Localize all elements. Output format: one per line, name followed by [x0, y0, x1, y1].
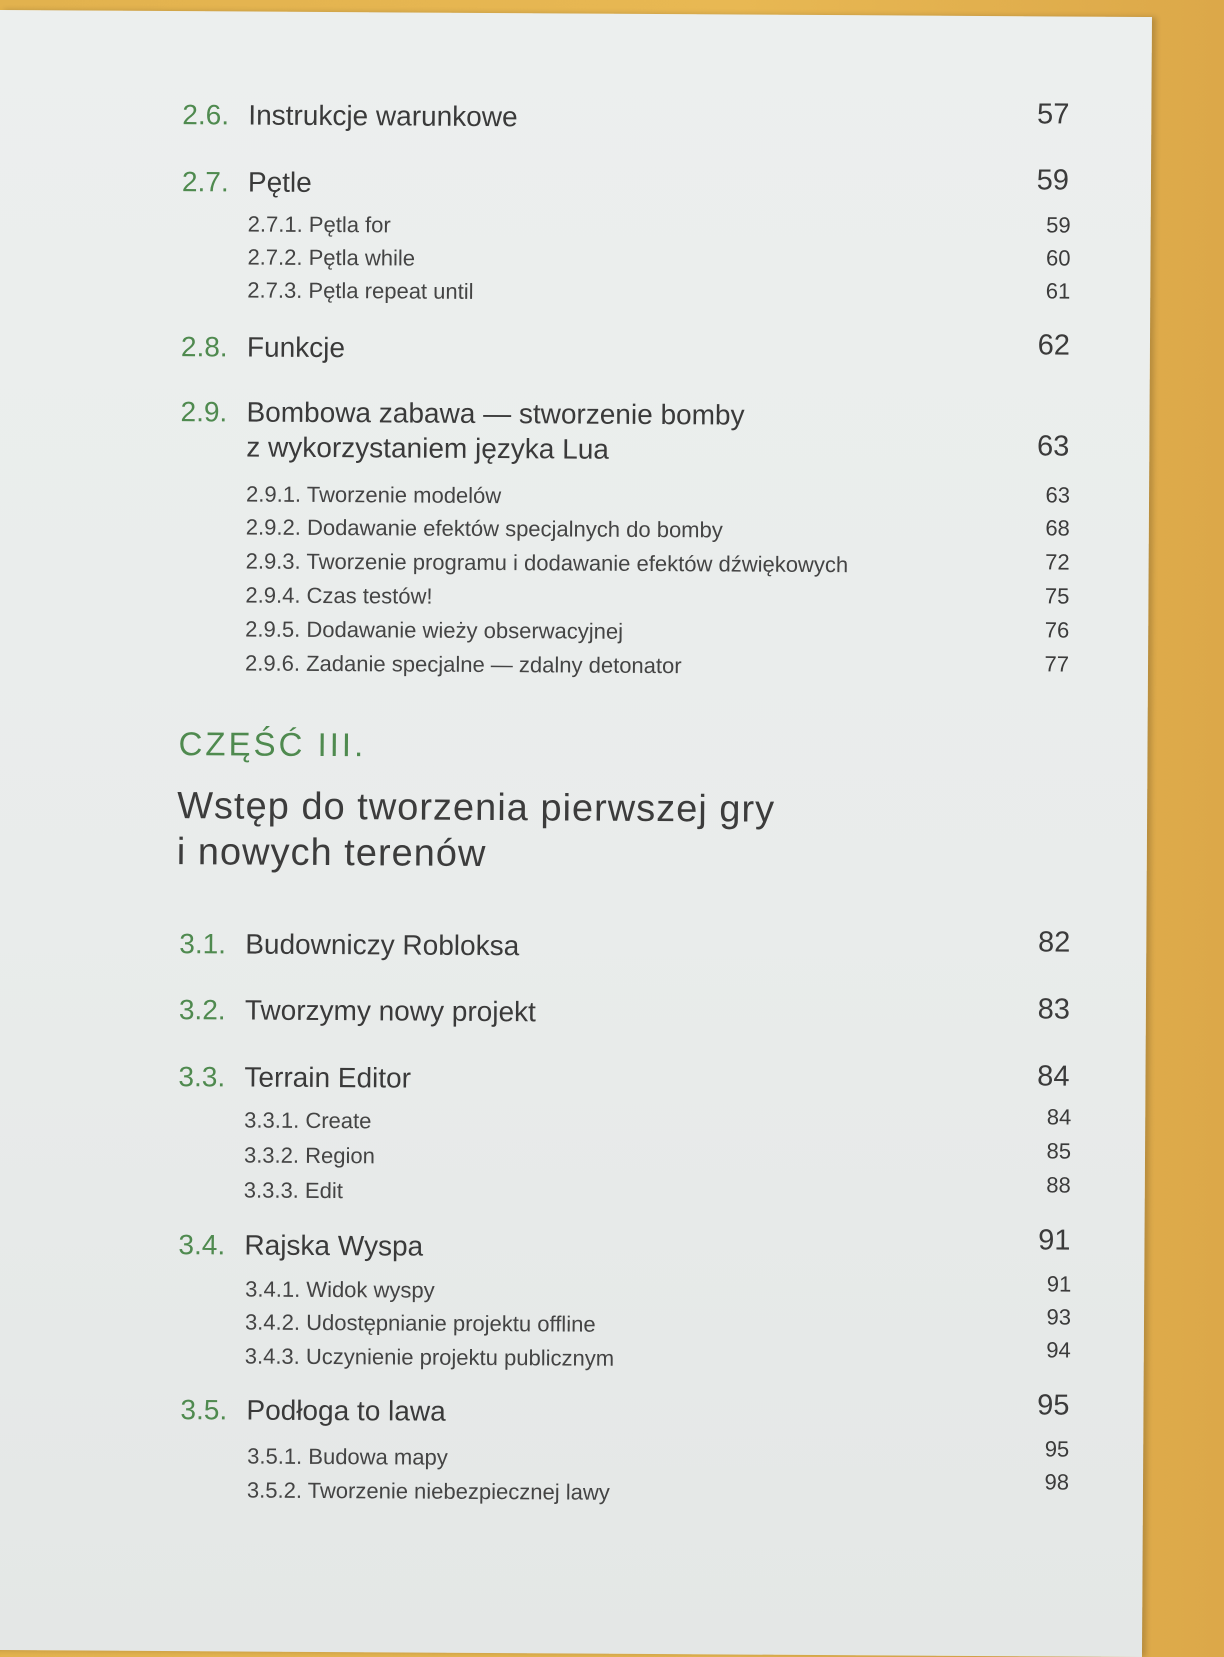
subsection-page: 93	[1046, 1304, 1072, 1330]
toc-subsection: 2.7.3. Pętla repeat until	[247, 277, 474, 304]
part-title-line1: Wstęp do tworzenia pierwszej gry	[177, 785, 776, 831]
section-title: Tworzymy nowy projekt	[244, 994, 536, 1028]
book-page	[0, 10, 1152, 1657]
section-page: 95	[1037, 1389, 1070, 1422]
section-title: Terrain Editor	[244, 1061, 412, 1094]
subsection-page: 63	[1045, 482, 1071, 508]
toc-subsection: 3.5.2. Tworzenie niebezpiecznej lawy	[246, 1477, 610, 1505]
section-title: Instrukcje warunkowe	[248, 99, 518, 133]
section-number: 3.2.	[178, 994, 226, 1026]
section-page: 84	[1037, 1060, 1070, 1093]
section-number: 2.9.	[180, 396, 228, 428]
toc-subsection: 3.3.1. Create	[244, 1107, 372, 1134]
section-number: 3.4.	[178, 1229, 226, 1261]
subsection-page: 94	[1046, 1337, 1071, 1363]
section-page: 62	[1037, 329, 1071, 362]
section-number: 2.8.	[180, 331, 228, 363]
section-number: 2.6.	[182, 99, 230, 131]
toc-subsection: 2.7.1. Pętla for	[247, 211, 391, 238]
section-title: Funkcje	[246, 331, 346, 364]
subsection-page: 61	[1045, 278, 1071, 304]
section-page: 83	[1037, 993, 1071, 1026]
section-page: 59	[1036, 164, 1070, 197]
section-title: Podłoga to lawa	[246, 1394, 446, 1427]
toc-section-3-3	[178, 1061, 411, 1094]
subsection-page: 88	[1046, 1172, 1071, 1198]
toc-subsection: 2.9.5. Dodawanie wieży obserwacyjnej	[245, 616, 624, 644]
subsection-page: 72	[1045, 549, 1070, 575]
toc-subsection: 3.4.1. Widok wyspy	[245, 1276, 435, 1303]
section-page: 91	[1038, 1224, 1071, 1257]
toc-subsection: 3.4.3. Uczynienie projektu publicznym	[244, 1343, 615, 1371]
toc-subsection: 2.9.3. Tworzenie programu i dodawanie efektów dźwiękowych	[245, 548, 849, 578]
toc-subsection: 2.9.4. Czas testów!	[245, 582, 433, 609]
section-page: 63	[1036, 430, 1070, 463]
toc-section-3-4	[178, 1229, 423, 1262]
section-page: 82	[1037, 926, 1071, 959]
toc-subsection: 3.5.1. Budowa mapy	[247, 1443, 448, 1470]
toc-subsection: 2.7.2. Pętla while	[247, 244, 416, 271]
subsection-page: 95	[1044, 1436, 1070, 1462]
toc-subsection: 2.9.2. Dodawanie efektów specjalnych do bomby	[245, 514, 723, 543]
subsection-page: 75	[1044, 583, 1070, 609]
toc-subsection: 2.9.1. Tworzenie modelów	[245, 481, 502, 509]
toc-section-3-5	[180, 1394, 445, 1428]
part-label: CZĘŚĆ III.	[178, 725, 367, 764]
section-number: 2.7.	[181, 166, 229, 198]
section-title: Rajska Wyspa	[244, 1229, 424, 1262]
toc-subsection: 3.3.2. Region	[243, 1142, 375, 1169]
part-title-line2: i nowych terenów	[176, 831, 487, 875]
section-page: 57	[1037, 98, 1070, 131]
toc-subsection: 2.9.6. Zadanie specjalne — zdalny detonator	[244, 650, 682, 679]
toc-section-2-7	[182, 166, 312, 199]
subsection-page: 84	[1046, 1104, 1072, 1130]
toc-section-3-2	[179, 994, 536, 1028]
subsection-page: 77	[1044, 651, 1070, 677]
section-number: 3.1.	[179, 928, 227, 960]
subsection-page: 91	[1046, 1271, 1072, 1297]
toc-section-3-1	[179, 928, 519, 962]
subsection-page: 85	[1046, 1138, 1072, 1164]
toc-section-2-8	[181, 331, 345, 364]
section-number: 3.3.	[178, 1061, 226, 1093]
toc-section-2-9	[180, 396, 744, 431]
section-number: 3.5.	[180, 1394, 228, 1426]
section-title-line2: z wykorzystaniem języka Lua	[246, 431, 610, 465]
section-title-line1: Bombowa zabawa — stworzenie bomby	[246, 396, 745, 431]
subsection-page: 59	[1046, 212, 1071, 238]
subsection-page: 60	[1045, 245, 1071, 271]
subsection-page: 98	[1044, 1469, 1070, 1495]
toc-subsection: 3.4.2. Udostępnianie projektu offline	[244, 1309, 596, 1337]
section-title: Budowniczy Robloksa	[245, 928, 520, 962]
subsection-page: 76	[1044, 617, 1070, 643]
toc-section-2-6	[182, 99, 517, 133]
subsection-page: 68	[1045, 515, 1070, 541]
toc-subsection: 3.3.3. Edit	[243, 1177, 343, 1204]
section-title: Pętle	[247, 166, 312, 198]
